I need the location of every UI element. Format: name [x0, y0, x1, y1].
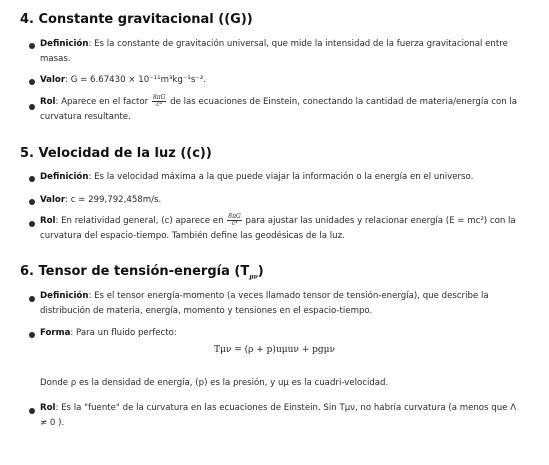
form-label: Forma — [40, 328, 71, 338]
definition-text: : Es la constante de gravitación universal, que mide la intensidad de la fuerza gravitacional entre masas. — [40, 39, 508, 64]
section-6-title-text: 6. Tensor de tensión-energía (T — [20, 264, 250, 279]
section-5-title: 5. Velocidad de la luz ((c)) — [20, 146, 212, 161]
section-5-definition — [40, 170, 525, 185]
section-5-value — [40, 193, 525, 208]
role-label: Rol — [40, 97, 56, 107]
fraction — [152, 95, 167, 108]
section-5-role — [40, 214, 525, 244]
fraction-denominator: c⁴ — [231, 220, 238, 227]
section-6-title-subscript: μν — [249, 273, 258, 281]
section-4-value — [40, 73, 525, 88]
definition-text: : Es el tensor energía-momento (a veces llamado tensor de tensión-energía), que describe la distribución de materia, energía, momento y tensiones en el espacio-tiempo. — [40, 291, 489, 316]
bullet — [29, 332, 35, 338]
form-text: : Para un fluido perfecto: — [70, 328, 177, 338]
role-text-after: para ajustar las unidades y relacionar energía (E = mc²) con la curvatura del espacio-tiempo. También define las geodésicas de la luz. — [40, 216, 516, 241]
section-6-role — [40, 401, 525, 431]
value-text: : c = 299,792,458m/s. — [65, 195, 162, 205]
section-4-definition — [40, 37, 525, 67]
fraction-numerator: 8πG — [228, 213, 241, 220]
role-text-before: : En relatividad general, (c) aparece en — [55, 216, 227, 226]
section-4-title: 4. Constante gravitacional ((G)) — [20, 12, 253, 27]
section-6-title — [20, 264, 264, 281]
stress-energy-equation: Tμν = (ρ + p)uμuν + pgμν — [214, 345, 335, 355]
bullet — [29, 43, 35, 49]
definition-text: : Es la velocidad máxima a la que puede viajar la información o la energía en el universo. — [88, 172, 474, 182]
bullet — [29, 296, 35, 302]
fraction-numerator: 8πG — [152, 94, 166, 101]
role-text: : Es la "fuente" de la curvatura en las ecuaciones de Einstein. Sin Tμν, no habría curvatura (a menos que Λ ≠ 0 ). — [40, 403, 517, 428]
section-6-definition — [40, 289, 525, 319]
bullet — [29, 408, 35, 414]
definition-label: Definición — [40, 39, 89, 49]
role-text-before: : Aparece en el factor — [55, 97, 151, 107]
section-6-title-end: ) — [257, 264, 264, 279]
bullet — [29, 221, 35, 227]
bullet — [29, 79, 35, 85]
fraction — [227, 214, 242, 227]
role-label: Rol — [40, 403, 56, 413]
section-6-form — [40, 326, 525, 341]
value-label: Valor — [40, 195, 66, 205]
equation-note: Donde ρ es la densidad de energía, (p) es la presión, y uμ es la cuadri-velocidad. — [40, 378, 389, 388]
bullet — [29, 104, 35, 110]
bullet — [29, 199, 35, 205]
definition-label: Definición — [40, 291, 89, 301]
bullet — [29, 176, 35, 182]
section-4-role — [40, 95, 525, 125]
value-text: : G = 6.67430 × 10⁻¹¹m³kg⁻¹s⁻². — [65, 75, 207, 85]
value-label: Valor — [40, 75, 66, 85]
fraction-denominator: c⁴ — [156, 101, 163, 108]
role-text-after: de las ecuaciones de Einstein, conectando la cantidad de materia/energía con la curvatura resultante. — [40, 97, 518, 122]
role-label: Rol — [40, 216, 56, 226]
definition-label: Definición — [40, 172, 89, 182]
